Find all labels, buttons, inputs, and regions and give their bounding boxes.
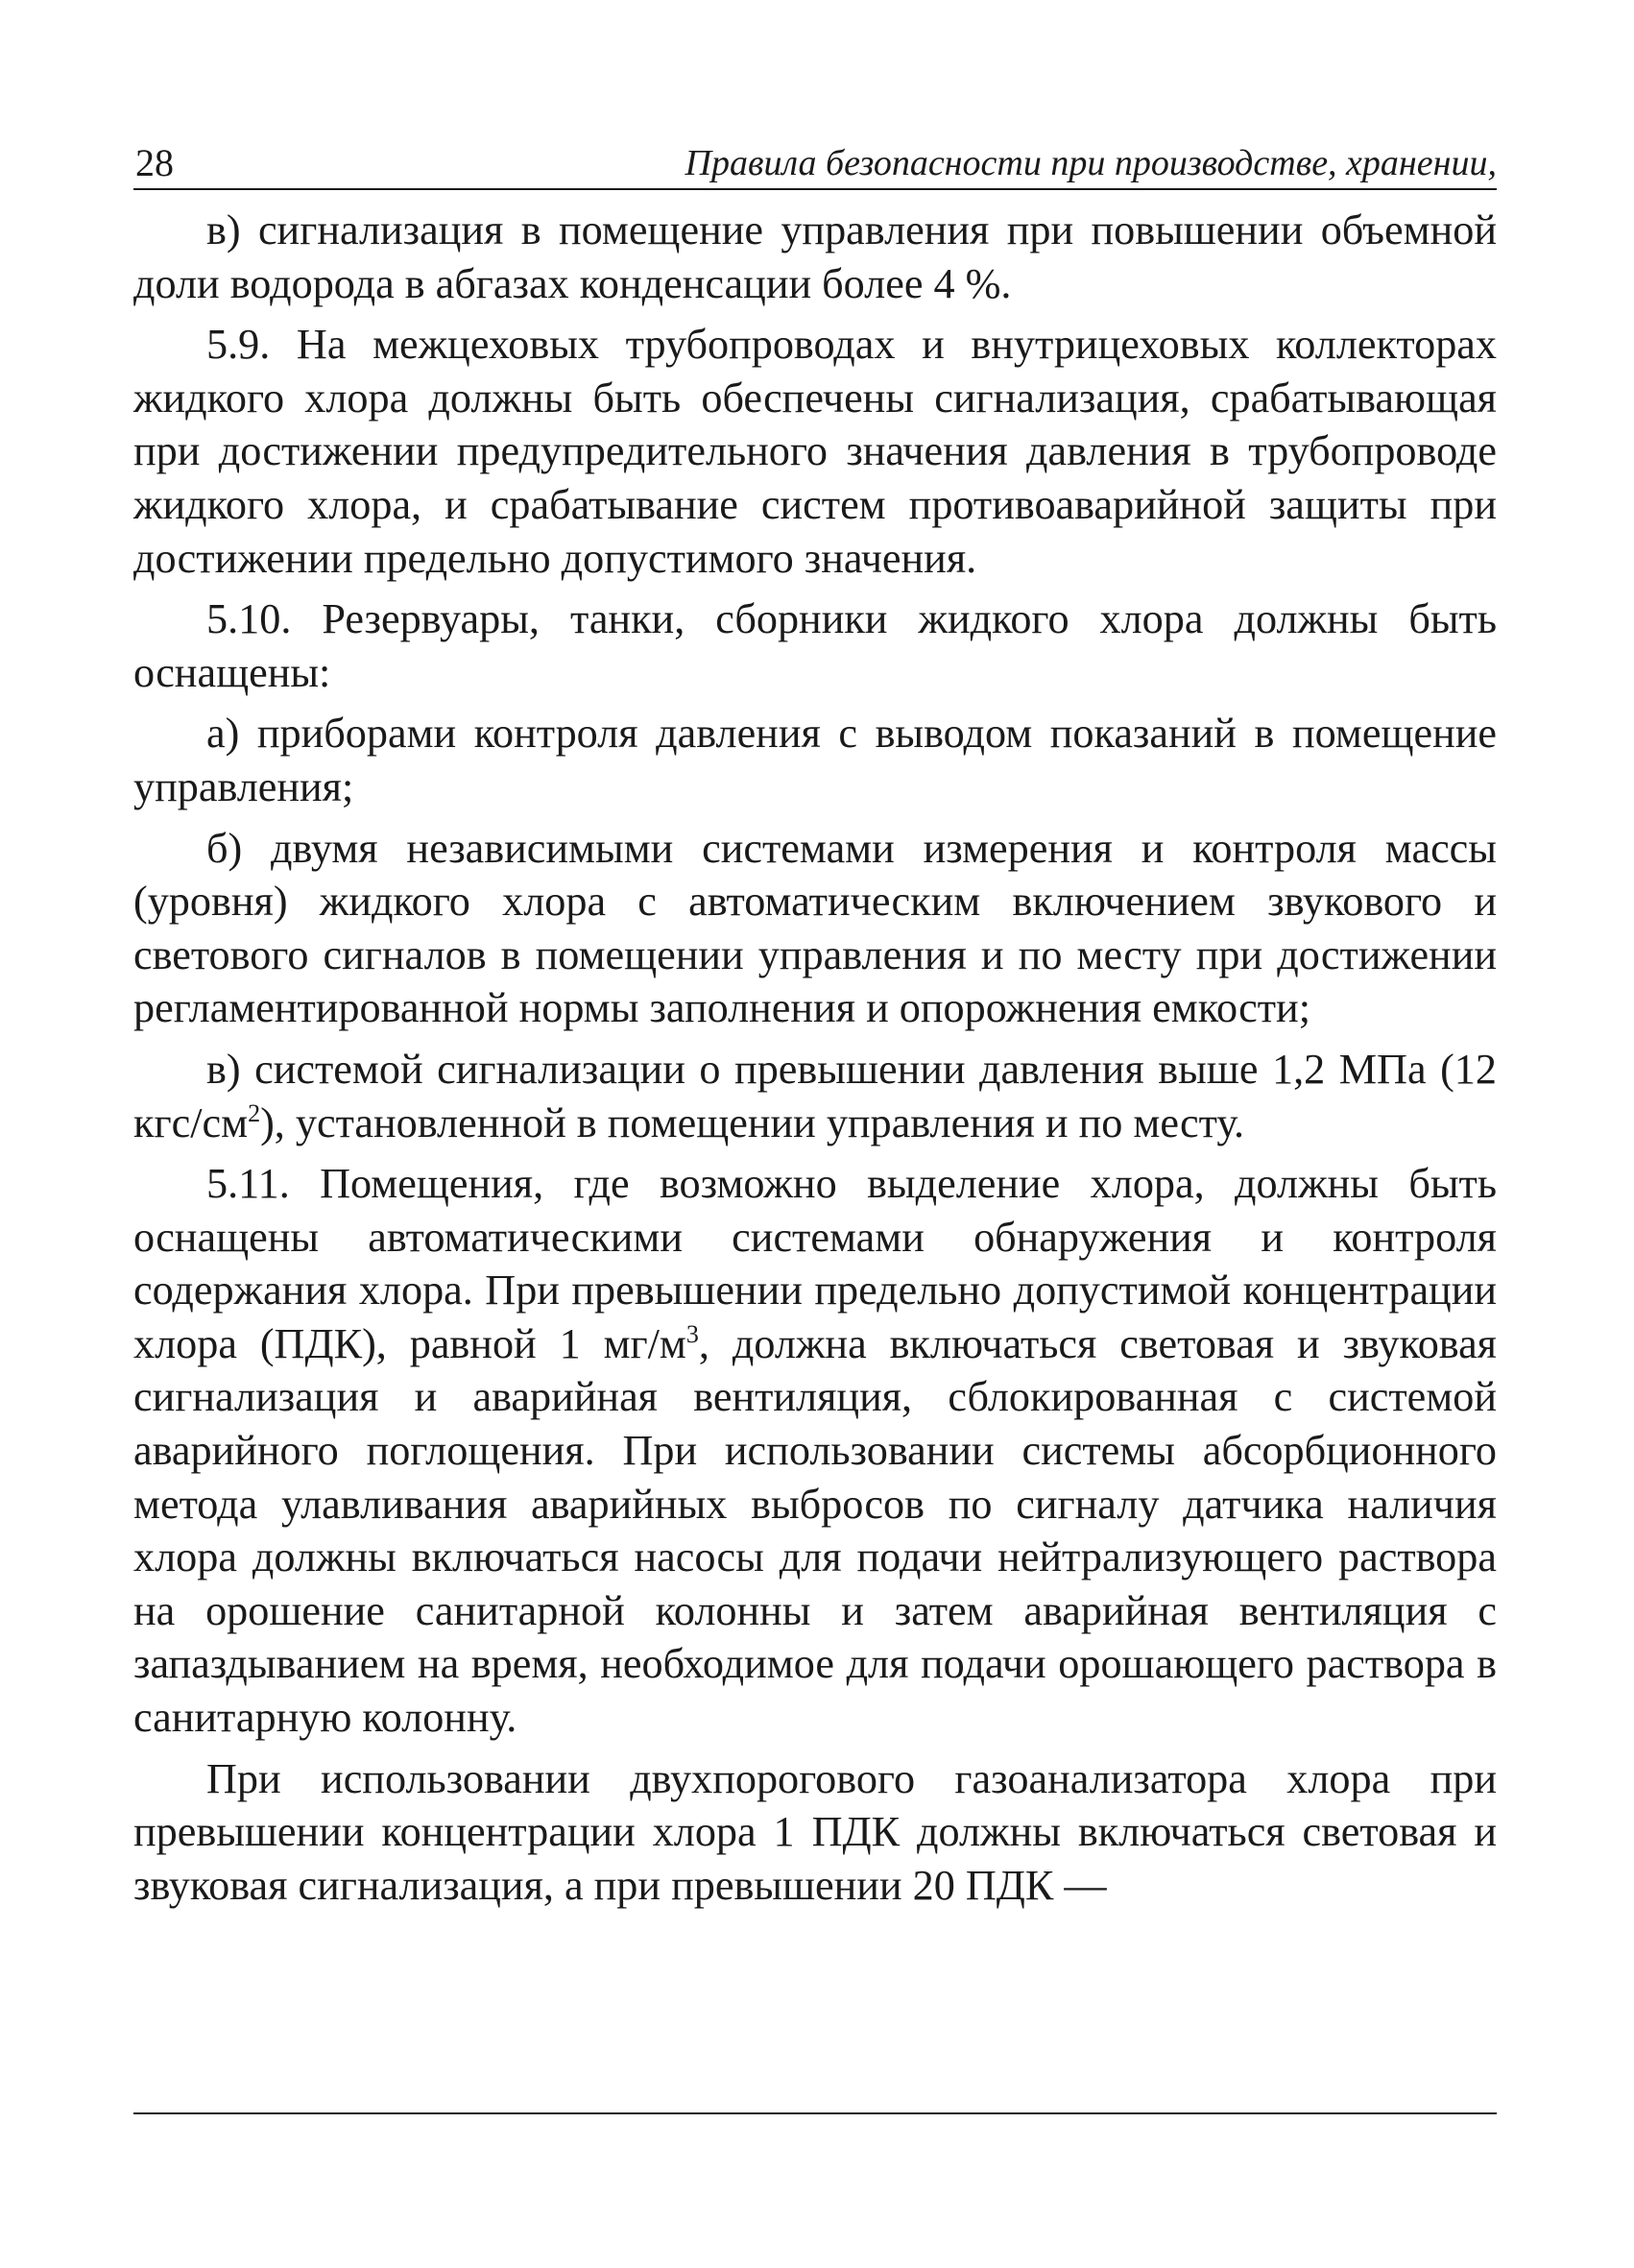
paragraph-text-after: ), установленной в помещении управления и по месту. [260,1098,1245,1146]
paragraph-5-10 [133,592,1497,699]
paragraph-5-9 [133,318,1497,585]
bottom-rule [133,2112,1497,2114]
paragraph-text-after: , должна включаться световая и звуковая сигнализация и аварийная вентиляция, сблокированная с системой аварийного поглощения. При использовании системы абсорбционного метода улавливания аварийных выбросов по сигналу датчика наличия хлора должны включаться насосы для подачи нейтрализующего раствора на орошение санитарной колонны и затем аварийная вентиляция с запаздыванием на время, необходимое для подачи орошающего раствора в санитарную колонну. [133,1319,1498,1742]
paragraph-text: 5.10. Резервуары, танки, сборники жидкого хлора должны быть оснащены: [133,595,1497,696]
document-page [133,134,1497,1919]
paragraph-item-v-pressure [133,1043,1497,1149]
paragraph-text: а) приборами контроля давления с выводом показаний в помещение управления; [133,710,1497,810]
running-header [133,134,1497,190]
superscript: 3 [685,1319,699,1348]
paragraph-two-threshold [133,1752,1497,1913]
paragraph-item-b [133,822,1497,1035]
paragraph-5-11 [133,1157,1497,1745]
paragraph-text-before: в) системой сигнализации о превышении давления выше 1,2 МПа (12 кгс/см [133,1045,1497,1146]
running-title: Правила безопасности при производстве, хранении, [685,143,1497,183]
paragraph-text: в) сигнализация в помещение управления при повышении объемной доли водорода в абгазах конденсации более 4 %. [133,206,1497,307]
paragraph-item-a [133,707,1497,813]
paragraph-item-v-hydrogen [133,204,1497,310]
body-text [133,204,1497,1912]
superscript: 2 [248,1098,261,1127]
paragraph-text: 5.9. На межцеховых трубопроводах и внутрицеховых коллекторах жидкого хлора должны быть обеспечены сигнализация, срабатывающая при достижении предупредительного значения давления в трубопроводе жидкого хлора, и срабатывание систем противоаварийной защиты при достижении предельно допустимого значения. [133,321,1497,582]
paragraph-text: При использовании двухпорогового газоанализатора хлора при превышении концентрации хлора 1 ПДК должны включаться световая и звуковая сигнализация, а при превышении 20 ПДК — [133,1754,1497,1909]
paragraph-text: б) двумя независимыми системами измерения и контроля массы (уровня) жидкого хлора с автоматическим включением звукового и светового сигналов в помещении управления и по месту при достижении регламентированной нормы заполнения и опорожнения емкости; [133,824,1497,1032]
paragraph-text-before: 5.11. Помещения, где возможно выделение хлора, должны быть оснащены автоматическими системами обнаружения и контроля содержания хлора. При превышении предельно допустимой концентрации хлора (ПДК), равной 1 мг/м [133,1160,1497,1367]
page-number: 28 [135,141,174,184]
